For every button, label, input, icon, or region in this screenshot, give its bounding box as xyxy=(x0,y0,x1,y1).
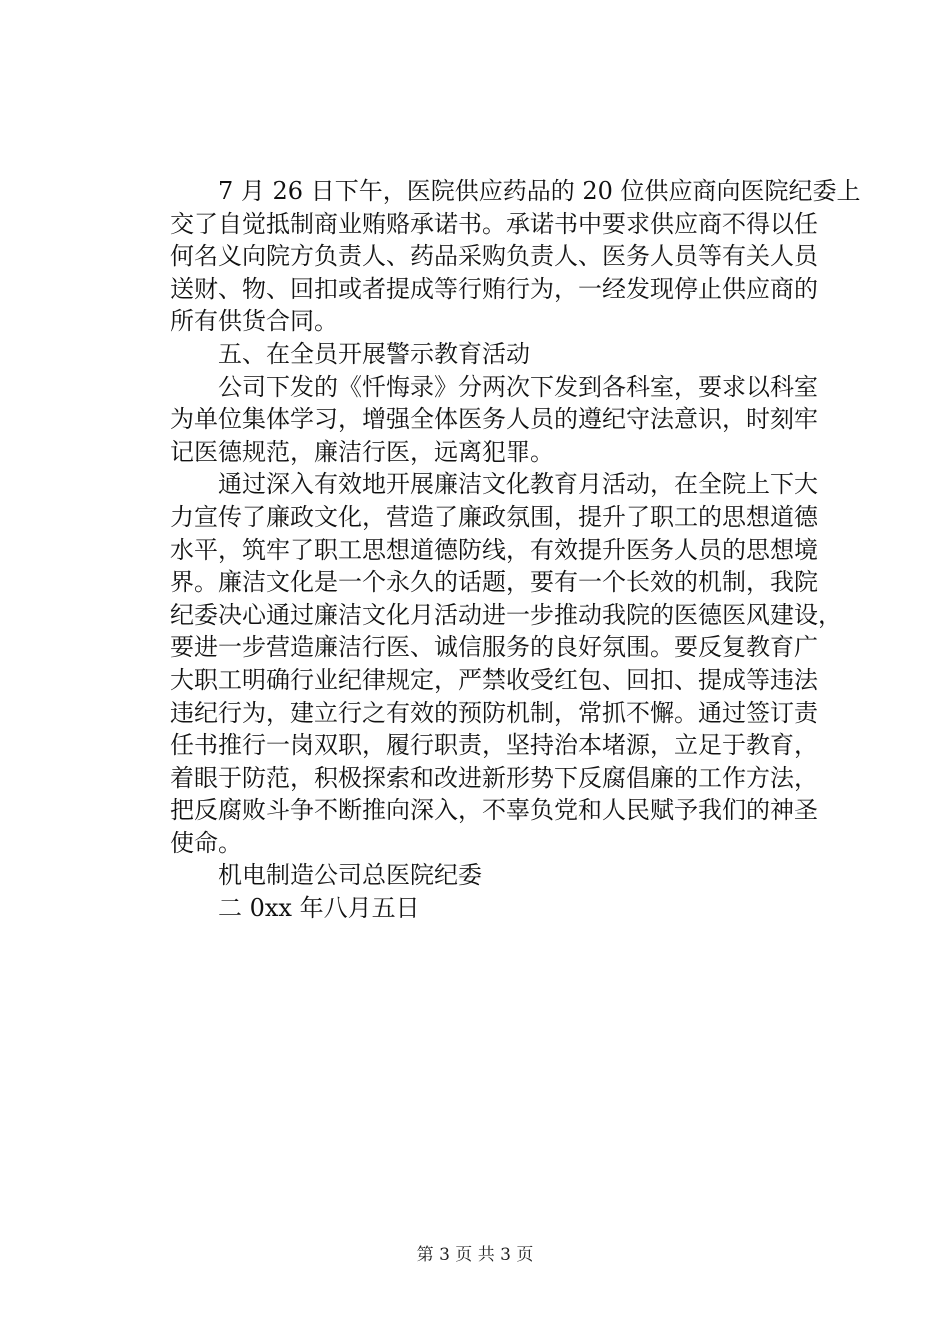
paragraph-conclusion xyxy=(122,468,842,859)
text-line: 所有供货合同。 xyxy=(170,307,338,336)
text-line: 要进一步营造廉洁行医、诚信服务的良好氛围。要反复教育广 xyxy=(170,633,818,662)
document-body xyxy=(122,175,861,925)
text-line: 违纪行为，建立行之有效的预防机制，常抓不懈。通过签订责 xyxy=(170,698,818,727)
text-line: 记医德规范，廉洁行医，远离犯罪。 xyxy=(170,437,554,466)
text-line: 为单位集体学习，增强全体医务人员的遵纪守法意识，时刻牢 xyxy=(170,405,818,434)
signature-date xyxy=(122,892,842,925)
text-line: 水平，筑牢了职工思想道德防线，有效提升医务人员的思想境 xyxy=(170,535,818,564)
text-line: 何名义向院方负责人、药品采购负责人、医务人员等有关人员 xyxy=(170,242,818,271)
text-line: 送财、物、回扣或者提成等行贿行为，一经发现停止供应商的 xyxy=(170,274,818,303)
paragraph-supplier-pledge xyxy=(122,175,861,338)
text-line: 着眼于防范，积极探索和改进新形势下反腐倡廉的工作方法， xyxy=(170,763,818,792)
heading-text: 五、在全员开展警示教育活动 xyxy=(218,339,530,368)
text-line: 公司下发的《忏悔录》分两次下发到各科室，要求以科室 xyxy=(218,372,818,401)
date-text: 二 0xx 年八月五日 xyxy=(218,894,420,923)
text-line: 通过深入有效地开展廉洁文化教育月活动，在全院上下大 xyxy=(218,470,818,499)
signature-text: 机电制造公司总医院纪委 xyxy=(218,861,482,890)
text-line: 力宣传了廉政文化，营造了廉政氛围，提升了职工的思想道德 xyxy=(170,502,818,531)
text-line: 使命。 xyxy=(170,828,242,857)
signature-organization xyxy=(122,859,842,892)
text-line: 大职工明确行业纪律规定，严禁收受红包、回扣、提成等违法 xyxy=(170,665,818,694)
page-footer xyxy=(0,1244,950,1266)
text-line: 任书推行一岗双职，履行职责，坚持治本堵源，立足于教育， xyxy=(170,731,818,760)
page-number: 第 3 页 共 3 页 xyxy=(416,1245,534,1265)
paragraph-warning-education xyxy=(122,371,842,469)
text-line: 把反腐败斗争不断推向深入，不辜负党和人民赋予我们的神圣 xyxy=(170,796,818,825)
text-line: 界。廉洁文化是一个永久的话题，要有一个长效的机制，我院 xyxy=(170,568,818,597)
text-line: 纪委决心通过廉洁文化月活动进一步推动我院的医德医风建设， xyxy=(170,600,842,629)
section-heading xyxy=(122,338,842,371)
text-line: 7 月 26 日下午，医院供应药品的 20 位供应商向医院纪委上 xyxy=(218,177,861,205)
text-line: 交了自觉抵制商业贿赂承诺书。承诺书中要求供应商不得以任 xyxy=(170,209,818,238)
